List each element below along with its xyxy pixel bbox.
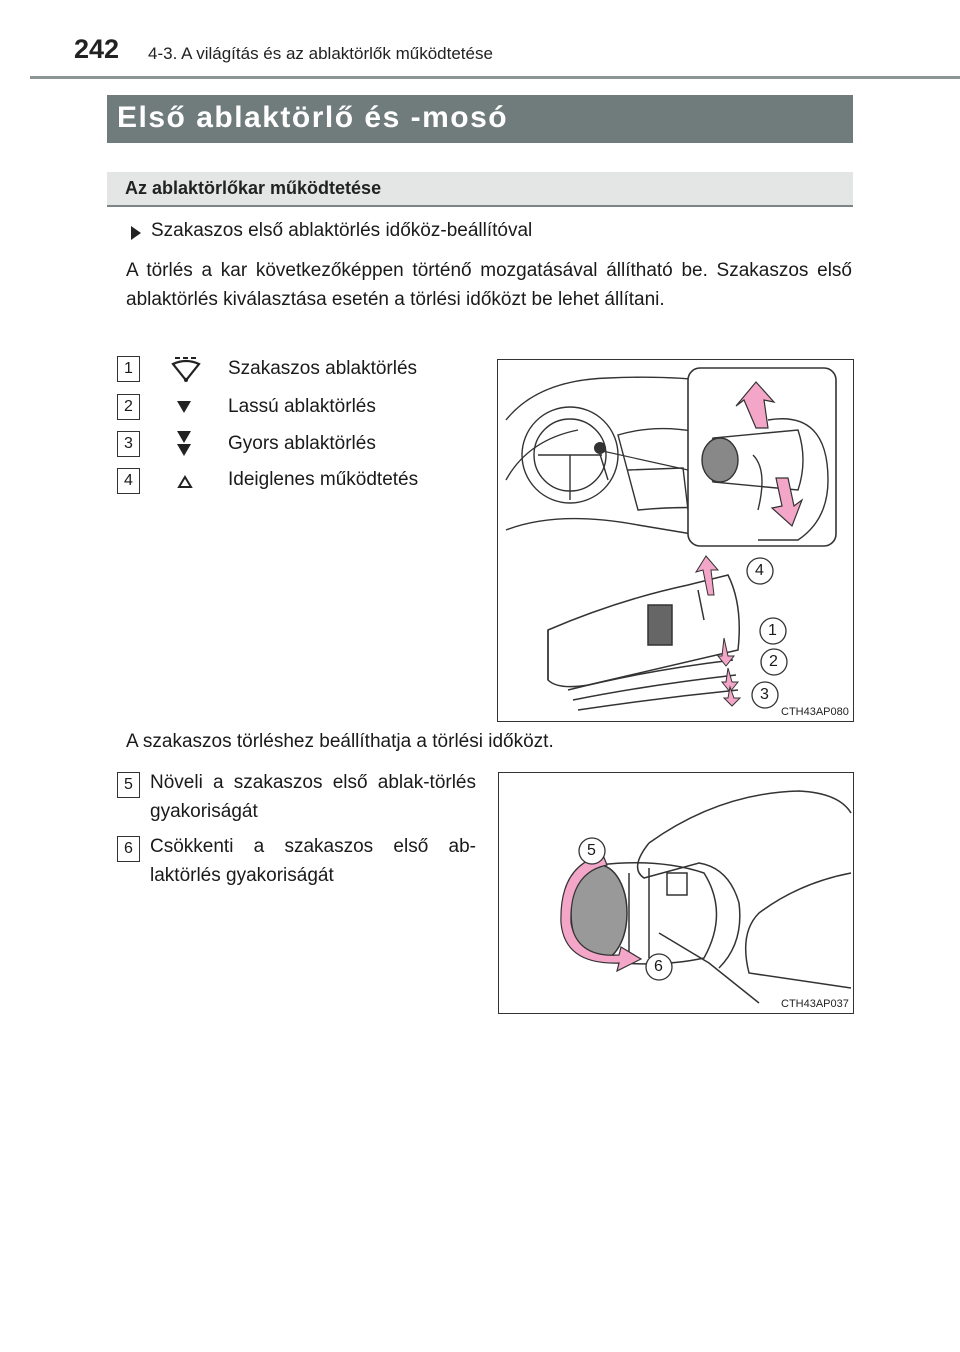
interval-dial-figure: [498, 772, 854, 1014]
mode-number-2: 2: [117, 394, 140, 420]
outline-triangle-icon: [177, 475, 193, 489]
adjust-text-5: Növeli a szakaszos első ablak-törlés gyakoriságát: [150, 772, 476, 822]
callout-2: 2: [769, 653, 778, 670]
callout-3: 3: [760, 686, 769, 703]
adjust-text-6: Csökkenti a szakaszos első ab-laktörlés gyakoriságát: [150, 836, 476, 886]
intro-paragraph: A törlés a kar következőképpen történő mozgatásával állítható be. Szakaszos első ablaktörlés kiválasztása esetén a törlési időközt be lehet állítani.: [126, 260, 852, 310]
mode-label-3: Gyors ablaktörlés: [228, 433, 376, 454]
mode-label-2: Lassú ablaktörlés: [228, 396, 376, 417]
mode-number-4: 4: [117, 468, 140, 494]
wiper-lever-figure: [497, 359, 854, 722]
double-triangle-down-icon: [176, 430, 192, 458]
mode-number-1: 1: [117, 356, 140, 382]
subsection-title: Az ablaktörlőkar működtetése: [125, 178, 382, 198]
adjust-number-5: 5: [117, 772, 140, 798]
chapter-title: 4-3. A világítás és az ablaktörlők működtetése: [148, 44, 493, 63]
mode-number-3: 3: [117, 431, 140, 457]
callout-1: 1: [768, 622, 777, 639]
figure-code: CTH43AP080: [781, 706, 849, 718]
header-rule: [30, 76, 960, 79]
wiper-lever-illustration: [498, 360, 853, 721]
bullet-triangle-icon: [131, 226, 141, 240]
single-triangle-down-icon: [176, 400, 192, 414]
callout-4: 4: [755, 562, 764, 579]
intermittent-wiper-icon: [170, 354, 202, 384]
page-number: 242: [74, 34, 120, 64]
mode-label-4: Ideiglenes működtetés: [228, 469, 419, 490]
adjust-number-6: 6: [117, 836, 140, 862]
interval-note: A szakaszos törléshez beállíthatja a törlési időközt.: [126, 731, 554, 752]
callout-6: 6: [654, 958, 663, 975]
interval-dial-illustration: [499, 773, 853, 1013]
mode-label-1: Szakaszos ablaktörlés: [228, 358, 418, 379]
section-title: Első ablaktörlő és -mosó: [117, 101, 509, 134]
figure-code: CTH43AP037: [781, 998, 849, 1010]
bullet-heading: Szakaszos első ablaktörlés időköz-beállítóval: [151, 220, 533, 241]
callout-5: 5: [587, 842, 596, 859]
